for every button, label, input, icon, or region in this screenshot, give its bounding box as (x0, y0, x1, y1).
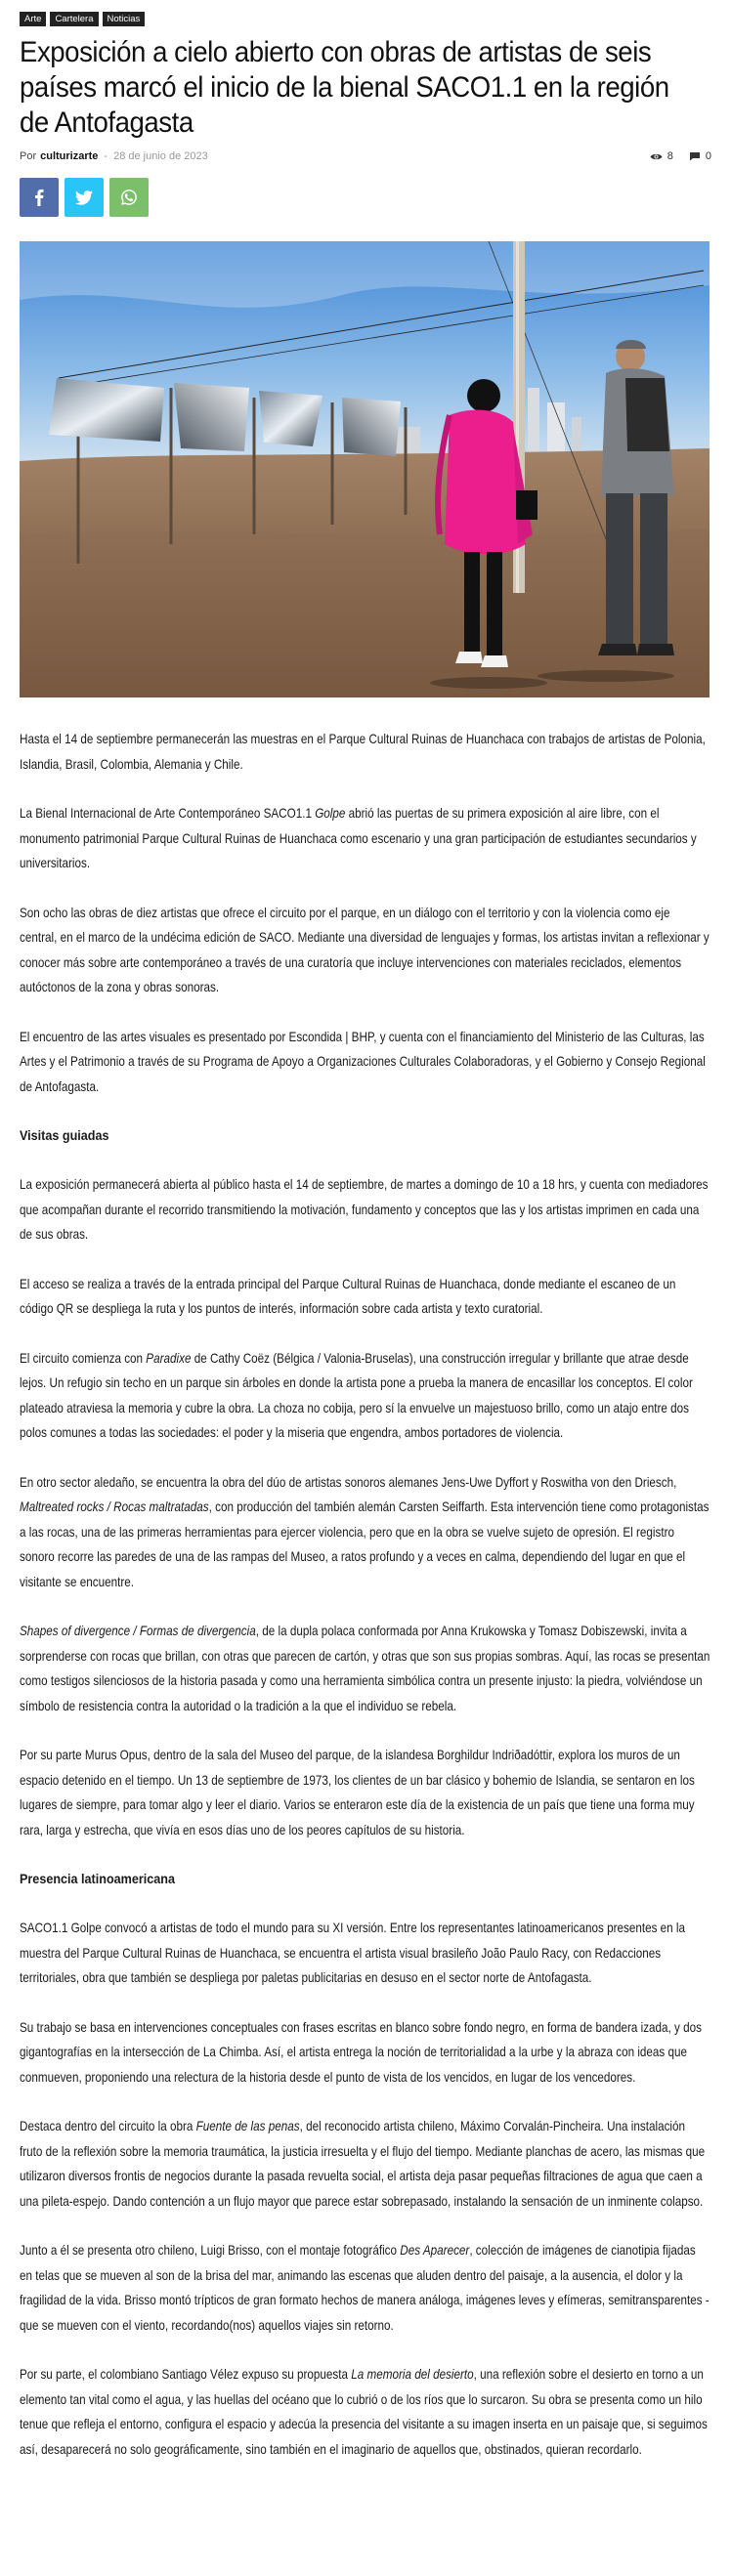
views-count: 8 (666, 150, 673, 162)
paragraph: El circuito comienza con Paradixe de Cathy Coëz (Bélgica / Valonia-Bruselas), una construcción irregular y brillante que atrae desde lejos. Un refugio sin techo en un parque sin árboles en donde la artista pone a prueba la manera de encasillar los conceptos. El color plateado atraviesa la memoria y cubre la obra. La choza no cobija, pero sí la envuelve un majestuoso brillo, como un atajo entre dos polos comunes a todas las sociedades: el poder y la miseria que engendra, ambos portadores de violencia. (20, 1350, 693, 1440)
paragraph: Junto a él se presenta otro chileno, Luigi Brisso, con el montaje fotográfico Des Aparecer, colección de imágenes de cianotipia fijadas en telas que se mueven al son de la brisa del mar, animando las escenas que aluden dentro del paisaje, a la ausencia, el dolor y la fragilidad de la vida. Brisso montó trípticos de gran formato hechos de manera análoga, imágenes leves y efímeras, semitransparentes -que se mueven con el viento, recordando(nos) aquellos viajes sin retorno. (20, 2243, 710, 2333)
article-meta (20, 147, 711, 166)
paragraph: El acceso se realiza a través de la entrada principal del Parque Cultural Ruinas de Huanchaca, donde mediante el escaneo de un código QR se despliega la ruta y los puntos de interés, información sobre cada artista y texto curatorial. (20, 1276, 676, 1316)
views-counter (650, 150, 673, 162)
author-link[interactable]: culturizarte (40, 150, 99, 162)
publish-date: 28 de junio de 2023 (113, 150, 208, 162)
eye-icon (650, 152, 663, 161)
byline-prefix: Por (20, 150, 37, 162)
article-body (20, 727, 711, 2462)
paragraph: Por su parte, el colombiano Santiago Vélez expuso su propuesta La memoria del desierto, una reflexión sobre el desierto en torno a un elemento tan vital como el agua, y las huellas del océano que lo cubrió o de los ríos que lo surcaron. Su obra se presenta como un hilo tenue que refleja el entorno, configura el espacio y adecúa la presencia del visitante a su imagen inserta en un paisaje que, si seguimos así, desaparecerá no solo geográficamente, sino también en el imaginario de aquellos que, obstinados, quieran recordarlo. (20, 2367, 708, 2457)
paragraph: El encuentro de las artes visuales es presentado por Escondida | BHP, y cuenta con el financiamiento del Ministerio de las Culturas, las Artes y el Patrimonio a través de su Programa de Apoyo a Organizaciones Culturales Colaboradoras, y el Gobierno y Consejo Regional de Antofagasta. (20, 1029, 706, 1094)
paragraph: Su trabajo se basa en intervenciones conceptuales con frases escritas en blanco sobre fondo negro, en forma de bandera izada, y dos gigantografías en la intersección de La Chimba. Así, el artista entrega la noción de territorialidad a la urbe y la abraza con ideas que conmueven, proponiendo una relectura de la historia desde el punto de vista de los vencidos, en lugar de los vencedores. (20, 2019, 702, 2085)
category-tags (20, 12, 711, 26)
share-whatsapp-button[interactable] (109, 178, 149, 217)
share-twitter-button[interactable] (64, 178, 104, 217)
whatsapp-icon (120, 189, 138, 206)
article-title: Exposición a cielo abierto con obras de artistas de seis países marcó el inicio de la bienal SACO1.1 en la región de Antofagasta (20, 36, 669, 139)
comments-counter[interactable] (689, 150, 711, 162)
article-hero-image (20, 241, 710, 697)
paragraph: Por su parte Murus Opus, dentro de la sala del Museo del parque, de la islandesa Borghildur Indriðadóttir, explora los muros de un espacio detenido en el tiempo. Un 13 de septiembre de 1973, los clientes de un bar clásico y bohemio de Islandia, se sentaron en los lugares de siempre, para tomar algo y leer el diario. Varios se enteraron este día de la existencia de un país que tiene una forma muy rara, larga y estrecha, que vivía en esos días uno de los peores capítulos de su historia. (20, 1748, 695, 1837)
section-heading-visitas-guiadas: Visitas guiadas (20, 1127, 109, 1143)
comment-icon (689, 151, 701, 161)
comments-count: 0 (705, 150, 711, 162)
paragraph: SACO1.1 Golpe convocó a artistas de todo el mundo para su XI versión. Entre los representantes latinoamericanos presentes en la muestra del Parque Cultural Ruinas de Huanchaca, se encuentra el artista visual brasileño João Paulo Racy, con Redacciones territoriales, obra que también se despliega por paletas publicitarias en desuso en el sector norte de Antofagasta. (20, 1921, 686, 1985)
section-heading-presencia-latinoamericana: Presencia latinoamericana (20, 1871, 175, 1886)
paragraph: Shapes of divergence / Formas de divergencia, de la dupla polaca conformada por Anna Krukowska y Tomasz Dobiszewski, invita a sorprenderse con rocas que brillan, con otras que parecen de cartón, y otras que son sus propias sombras. Aquí, las rocas se presentan como testigos silenciosos de la historia pasada y como una herramienta simbólica contra un presente injusto: la piedra, volviéndose un símbolo de resistencia contra la autoridad o la tradición a la que el individuo se rebela. (20, 1624, 710, 1713)
paragraph: La Bienal Internacional de Arte Contemporáneo SACO1.1 Golpe abrió las puertas de su primera exposición al aire libre, con el monumento patrimonial Parque Cultural Ruinas de Huanchaca como escenario y una gran participación de estudiantes secundarios y universitarios. (20, 806, 697, 870)
category-tag-noticias[interactable]: Noticias (103, 12, 146, 26)
paragraph: La exposición permanecerá abierta al público hasta el 14 de septiembre, de martes a domingo de 10 a 18 hrs, y cuenta con mediadores que acompañan durante el recorrido transmitiendo la motivación, fundamento y conceptos que las y los artistas imprimen en cada una de sus obras. (20, 1177, 709, 1242)
category-tag-cartelera[interactable]: Cartelera (50, 12, 98, 26)
facebook-icon (34, 189, 44, 206)
paragraph: Son ocho las obras de diez artistas que ofrece el circuito por el parque, en un diálogo con el territorio y con la violencia como eje central, en el marco de la undécima edición de SACO. Mediante una diversidad de lenguajes y formas, los artistas invitan a reflexionar y conocer más sobre arte contemporáneo a través de una curatoría que incluye intervenciones con materiales reciclados, elementos autóctonos de la zona y obras sonoras. (20, 905, 710, 994)
category-tag-arte[interactable]: Arte (20, 12, 46, 26)
share-facebook-button[interactable] (20, 178, 59, 217)
meta-separator: - (104, 150, 108, 162)
twitter-icon (75, 190, 93, 205)
paragraph: Destaca dentro del circuito la obra Fuente de las penas, del reconocido artista chileno, Máximo Corvalán-Pincheira. Una instalación fruto de la reflexión sobre la memoria traumática, la justicia irresuelta y el flujo del tiempo. Mediante planchas de acero, las mismas que utilizaron diversos frontis de negocios durante la pasada revuelta social, el artista deja pasar pequeñas filtraciones de agua que caen a una pileta-espejo. Dando contención a un flujo mayor que parece estar sobrepasado, instalando la sensación de un inminente colapso. (20, 2119, 706, 2209)
paragraph: En otro sector aledaño, se encuentra la obra del dúo de artistas sonoros alemanes Jens-Uwe Dyffort y Roswitha von den Driesch, Maltreated rocks / Rocas maltratadas, con producción del también alemán Carsten Seiffarth. Esta intervención tiene como protagonistas a las rocas, una de las primeras herramientas para ejercer violencia, pero que en la obra se vuelve sujeto de opresión. El registro sonoro recorre las paredes de una de las rampas del Museo, a ratos profundo y a veces en calma, dependiendo del lugar en que el visitante se encuentre. (20, 1474, 710, 1589)
share-buttons (20, 178, 711, 217)
paragraph: Hasta el 14 de septiembre permanecerán las muestras en el Parque Cultural Ruinas de Huanchaca con trabajos de artistas de Polonia, Islandia, Brasil, Colombia, Alemania y Chile. (20, 732, 706, 772)
